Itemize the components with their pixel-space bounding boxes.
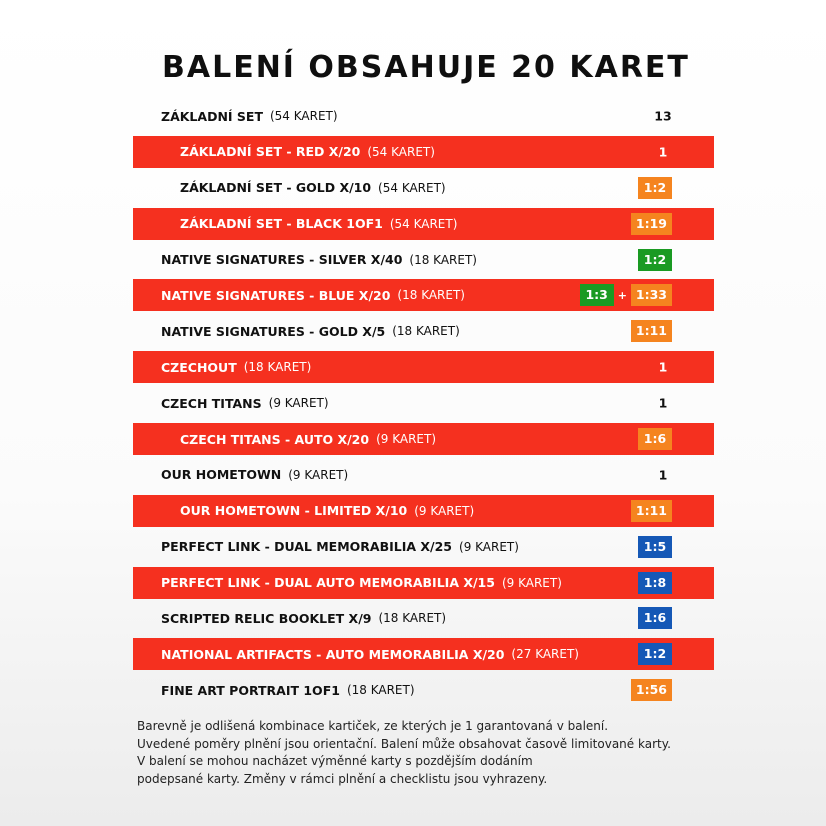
footnote-line: Barevně je odlišená kombinace kartiček, ze kterých je 1 garantovaná v balení. [137,719,609,733]
ratio-badge-green: 1:2 [638,249,672,271]
ratio-badge-orange: 1:11 [631,320,672,342]
ratio-badge-blue: 1:5 [638,536,672,558]
row-name: NATIVE SIGNATURES - GOLD X/5 [161,323,386,339]
ratio-cell [638,177,672,199]
table-row [133,567,714,599]
ratio-cell [654,396,672,411]
table-row [133,172,714,204]
ratio-badge-orange: 1:6 [638,428,672,450]
ratio-value: 1 [658,144,668,160]
ratio-cell [638,249,672,271]
ratio-value: 1 [658,359,668,375]
row-card-count: (27 KARET) [511,647,579,662]
ratio-badge-blue: 1:8 [638,572,672,594]
row-name: PERFECT LINK - DUAL MEMORABILIA X/25 [161,539,453,555]
table-row [133,279,714,311]
ratio-cell [638,536,672,558]
row-name: NATIONAL ARTIFACTS - AUTO MEMORABILIA X/20 [161,646,505,662]
row-name: PERFECT LINK - DUAL AUTO MEMORABILIA X/15 [161,575,495,591]
ratio-badge-orange: 1:2 [638,177,672,199]
ratio-cell [631,500,672,522]
ratio-cell [654,109,672,124]
table-row [133,674,714,706]
row-name: OUR HOMETOWN - LIMITED X/10 [180,503,408,519]
ratio-badge-blue: 1:6 [638,607,672,629]
ratio-badge-blue: 1:2 [638,643,672,665]
ratio-cell [638,428,672,450]
ratio-badge-orange: 1:33 [631,284,672,306]
row-card-count: (9 KARET) [268,396,329,411]
row-name: CZECH TITANS - AUTO X/20 [180,431,370,447]
ratio-cell [631,320,672,342]
table-row [133,495,714,527]
row-card-count: (18 KARET) [409,252,477,267]
row-card-count: (9 KARET) [459,539,519,554]
row-card-count: (18 KARET) [392,324,460,339]
ratio-cell [631,679,672,701]
ratio-cell [654,360,672,375]
ratio-cell [631,213,672,235]
row-name: OUR HOMETOWN [161,467,282,483]
ratio-value: 1 [658,467,668,483]
ratio-badge-orange: 1:11 [631,500,672,522]
row-name: CZECH TITANS [161,395,262,411]
row-name: ZÁKLADNÍ SET [161,108,263,124]
ratio-value: 13 [654,108,672,124]
table-row [133,244,714,276]
row-name: ZÁKLADNÍ SET - RED X/20 [180,144,361,160]
ratio-badge-green: 1:3 [580,284,614,306]
row-name: FINE ART PORTRAIT 1OF1 [161,682,340,698]
table-row [133,351,714,383]
ratio-badge-orange: 1:56 [631,679,672,701]
ratio-badge-orange: 1:19 [631,213,672,235]
row-card-count: (54 KARET) [378,180,446,195]
row-card-count: (54 KARET) [269,109,338,123]
ratio-cell [654,467,672,482]
row-name: NATIVE SIGNATURES - BLUE X/20 [161,287,391,303]
footnote [137,718,757,788]
ratio-cell [654,144,672,159]
row-card-count: (54 KARET) [389,216,458,231]
plus-sign: + [617,288,627,302]
row-name: SCRIPTED RELIC BOOKLET X/9 [161,610,372,626]
row-card-count: (18 KARET) [243,360,312,375]
table-row [133,100,714,132]
table-row [133,638,714,670]
ratio-value: 1 [658,395,668,411]
table-row [133,136,714,168]
table-row [133,315,714,347]
table-row [133,387,714,419]
row-card-count: (9 KARET) [288,467,349,482]
table-row [133,423,714,455]
row-card-count: (9 KARET) [501,575,562,590]
footnote-line: V balení se mohou nacházet výměnné karty s pozdějším dodáním [137,754,533,768]
row-card-count: (18 KARET) [397,288,465,303]
row-card-count: (18 KARET) [378,611,447,626]
table-row [133,459,714,491]
row-name: ZÁKLADNÍ SET - GOLD X/10 [180,180,372,196]
row-name: NATIVE SIGNATURES - SILVER X/40 [161,252,403,268]
row-card-count: (18 KARET) [346,683,415,698]
row-name: ZÁKLADNÍ SET - BLACK 1OF1 [180,216,383,232]
footnote-line: Uvedené poměry plnění jsou orientační. Balení může obsahovat časově limitované karty. [137,736,671,751]
ratio-cell [580,284,672,306]
ratio-cell [638,572,672,594]
footnote-line: podepsané karty. Změny v rámci plnění a checklistu jsou vyhrazeny. [137,771,548,786]
ratio-cell [638,643,672,665]
table-row [133,208,714,240]
card-odds-table [133,100,714,710]
ratio-cell [638,607,672,629]
table-row [133,602,714,634]
row-card-count: (9 KARET) [376,432,437,447]
row-card-count: (54 KARET) [367,144,435,159]
row-card-count: (9 KARET) [414,503,475,518]
row-name: CZECHOUT [161,359,237,375]
table-row [133,531,714,563]
page-title: BALENÍ OBSAHUJE 20 KARET [162,50,690,85]
